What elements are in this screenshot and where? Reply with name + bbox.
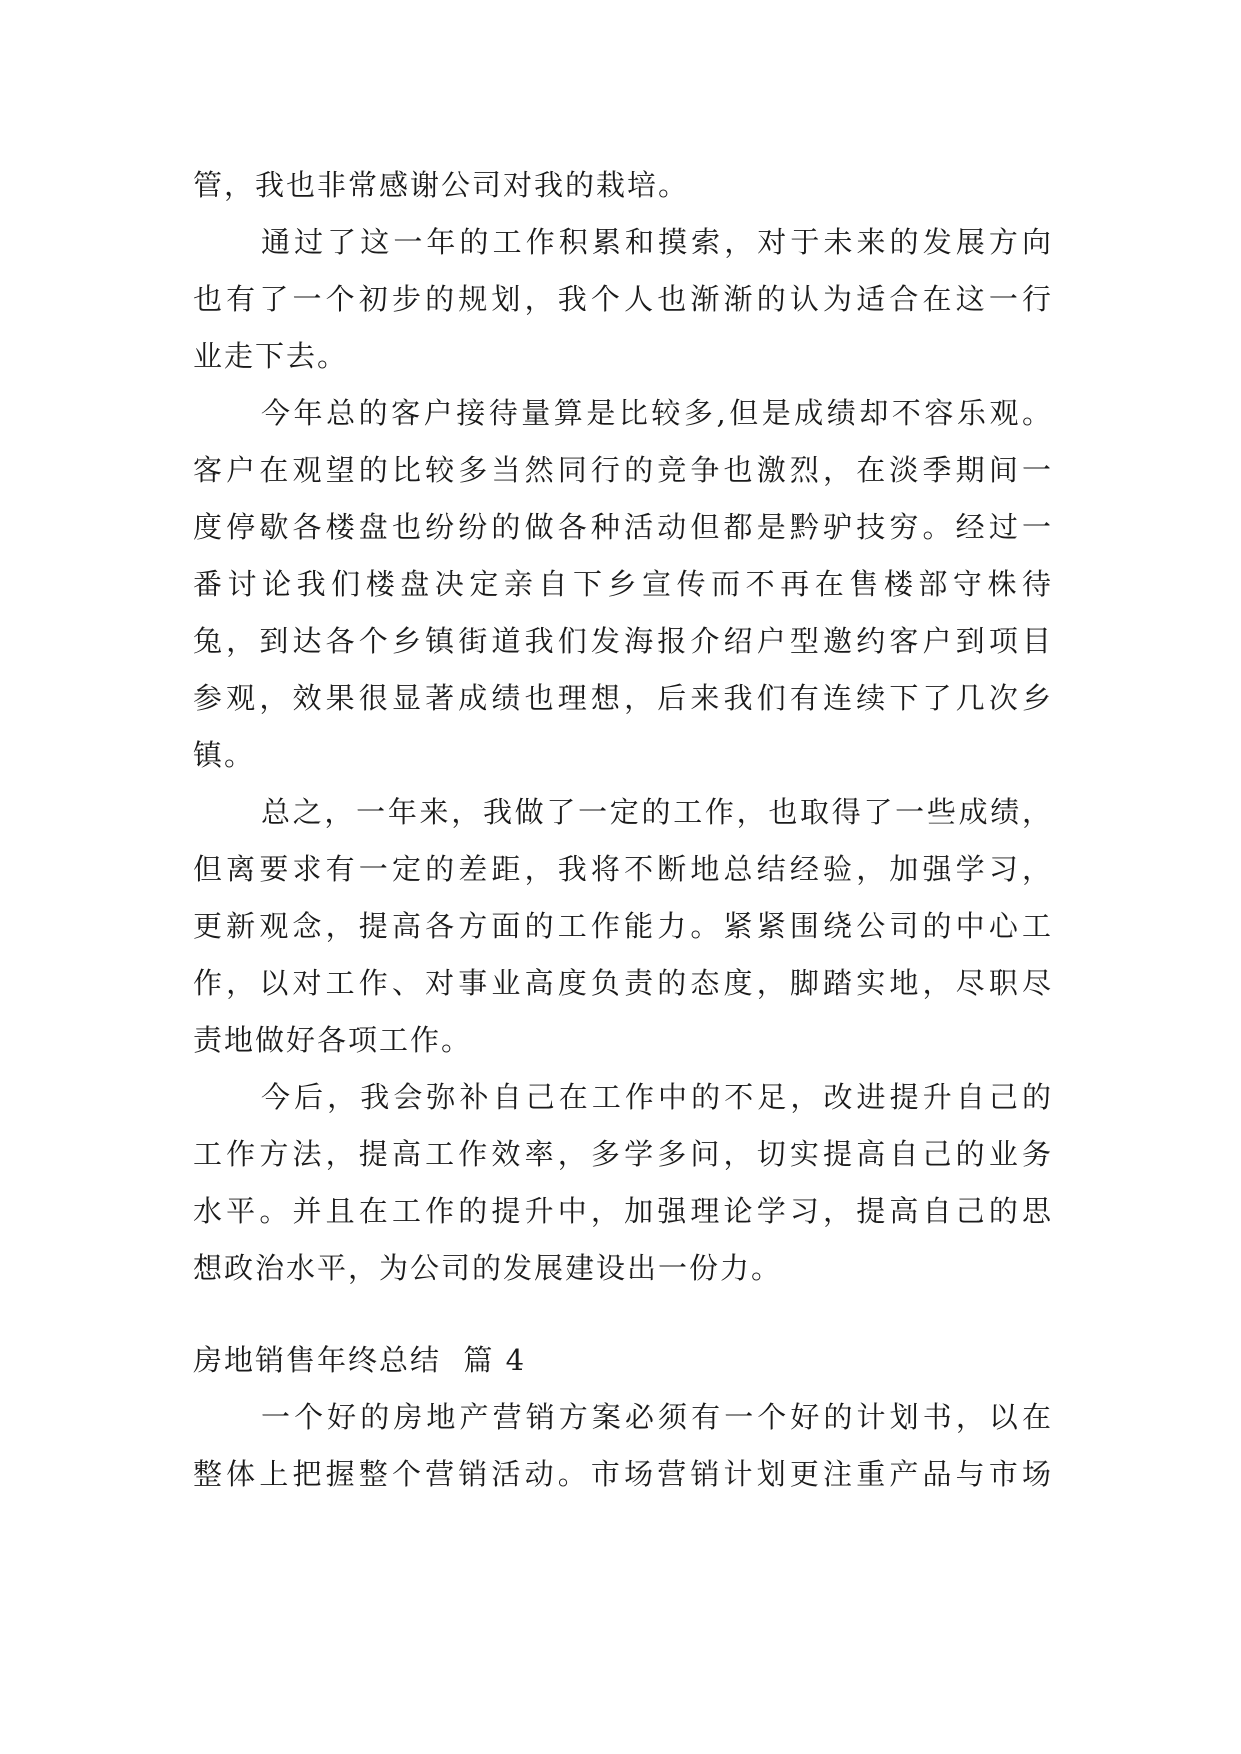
paragraph-3-line-2: 客户在观望的比较多当然同行的竞争也激烈，在淡季期间一 xyxy=(193,453,1053,487)
paragraph-4-line-4: 作，以对工作、对事业高度负责的态度，脚踏实地，尽职尽 xyxy=(193,966,1053,1000)
paragraph-6-line-1: 一个好的房地产营销方案必须有一个好的计划书，以在 xyxy=(261,1400,1053,1434)
paragraph-5-line-4: 想政治水平，为公司的发展建设出一份力。 xyxy=(193,1251,783,1285)
paragraph-4-line-5: 责地做好各项工作。 xyxy=(193,1023,473,1057)
paragraph-3-line-1: 今年总的客户接待量算是比较多,但是成绩却不容乐观。 xyxy=(261,396,1053,430)
paragraph-4-line-2: 但离要求有一定的差距，我将不断地总结经验，加强学习， xyxy=(193,852,1053,886)
paragraph-6-line-2: 整体上把握整个营销活动。市场营销计划更注重产品与市场 xyxy=(193,1457,1053,1491)
paragraph-4-line-3: 更新观念，提高各方面的工作能力。紧紧围绕公司的中心工 xyxy=(193,909,1053,943)
paragraph-1-line-1: 管，我也非常感谢公司对我的栽培。 xyxy=(193,168,690,202)
paragraph-3-line-6: 参观，效果很显著成绩也理想，后来我们有连续下了几次乡 xyxy=(193,681,1053,715)
paragraph-5-line-1: 今后，我会弥补自己在工作中的不足，改进提升自己的 xyxy=(261,1080,1053,1114)
paragraph-3-line-4: 番讨论我们楼盘决定亲自下乡宣传而不再在售楼部守株待 xyxy=(193,567,1053,601)
paragraph-3-line-5: 兔，到达各个乡镇街道我们发海报介绍户型邀约客户到项目 xyxy=(193,624,1053,658)
paragraph-2-line-3: 业走下去。 xyxy=(193,339,349,373)
paragraph-3-line-7: 镇。 xyxy=(193,738,256,772)
paragraph-2-line-2: 也有了一个初步的规划，我个人也渐渐的认为适合在这一行 xyxy=(193,282,1053,316)
paragraph-2-line-1: 通过了这一年的工作积累和摸索，对于未来的发展方向 xyxy=(261,225,1053,259)
paragraph-3-line-3: 度停歇各楼盘也纷纷的做各种活动但都是黔驴技穷。经过一 xyxy=(193,510,1053,544)
paragraph-4-line-1: 总之，一年来，我做了一定的工作，也取得了一些成绩， xyxy=(261,795,1053,829)
section-heading: 房地销售年终总结 篇 4 xyxy=(193,1343,527,1377)
paragraph-5-line-2: 工作方法，提高工作效率，多学多问，切实提高自己的业务 xyxy=(193,1137,1053,1171)
paragraph-5-line-3: 水平。并且在工作的提升中，加强理论学习，提高自己的思 xyxy=(193,1194,1053,1228)
